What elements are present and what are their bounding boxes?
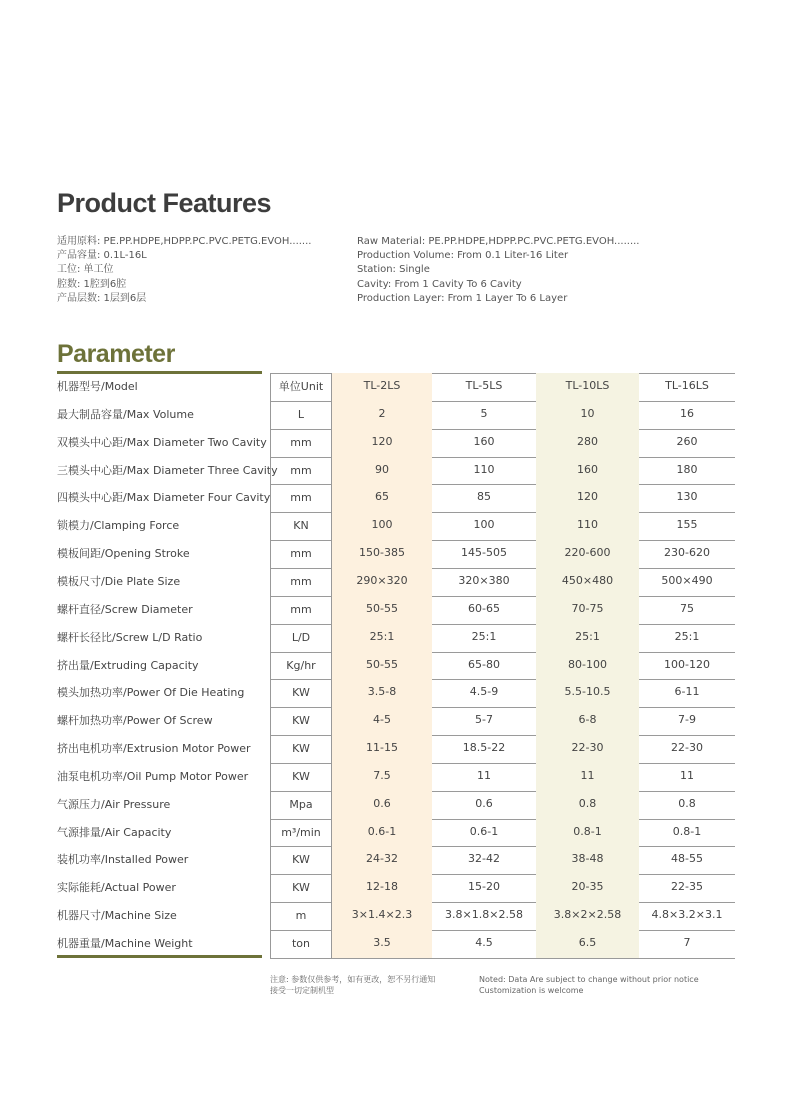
unit-cell: m — [270, 902, 332, 930]
value-cell: 0.6 — [332, 791, 432, 819]
value-cell: 25:1 — [332, 624, 432, 652]
features-chinese — [57, 235, 311, 306]
value-cell: 20-35 — [536, 874, 639, 902]
value-cell: 320×380 — [458, 573, 510, 587]
value-cell: 2 — [332, 401, 432, 429]
unit-cell: Mpa — [270, 791, 332, 819]
value-cell: 110 — [536, 512, 639, 540]
note-english — [479, 974, 699, 996]
value-cell: 100-120 — [664, 657, 710, 671]
features-english — [357, 235, 639, 306]
value-cell: 0.8 — [536, 791, 639, 819]
value-cell: 155 — [676, 518, 698, 532]
table-rule — [270, 958, 735, 959]
unit-cell: 单位Unit — [270, 373, 332, 401]
value-cell: 7 — [683, 936, 691, 949]
value-cell: 80-100 — [536, 652, 639, 680]
unit-cell: KW — [270, 874, 332, 902]
value-cell: 22-30 — [671, 741, 703, 755]
row-label: 双模头中心距/Max Diameter Two Cavity — [57, 435, 267, 449]
value-cell: 120 — [536, 484, 639, 512]
value-cell: 11-15 — [332, 735, 432, 763]
row-label: 油泵电机功率/Oil Pump Motor Power — [57, 769, 249, 783]
value-cell: 6-8 — [536, 707, 639, 735]
note-line: Customization is welcome — [479, 986, 584, 995]
feature-line: Station: Single — [357, 264, 430, 276]
feature-line: 腔数: 1腔到6腔 — [57, 278, 127, 290]
value-cell: 180 — [676, 462, 698, 476]
note-line: Noted: Data Are subject to change without prior notice — [479, 975, 699, 984]
unit-cell: mm — [270, 540, 332, 568]
table-row — [57, 596, 735, 624]
unit-cell: m³/min — [270, 819, 332, 847]
value-cell: 5 — [480, 406, 488, 420]
value-cell: 25:1 — [674, 629, 700, 643]
value-cell: 5.5-10.5 — [536, 679, 639, 707]
value-cell: 90 — [332, 457, 432, 485]
value-cell: 25:1 — [536, 624, 639, 652]
unit-cell: L — [270, 401, 332, 429]
value-cell: 260 — [676, 434, 698, 448]
unit-cell: KW — [270, 763, 332, 791]
value-cell: 25:1 — [471, 629, 497, 643]
value-cell: 5-7 — [475, 713, 493, 727]
value-cell: 100 — [473, 518, 495, 532]
row-label: 挤出量/Extruding Capacity — [57, 658, 199, 672]
value-cell: 3.5-8 — [332, 679, 432, 707]
value-cell: 0.8-1 — [536, 819, 639, 847]
value-cell: 24-32 — [332, 846, 432, 874]
value-cell: TL-5LS — [465, 379, 503, 392]
value-cell: 50-55 — [332, 596, 432, 624]
value-cell: 70-75 — [536, 596, 639, 624]
table-row — [57, 846, 735, 874]
value-cell: 32-42 — [468, 852, 500, 866]
table-row — [57, 429, 735, 457]
value-cell: 160 — [473, 434, 495, 448]
value-cell: 220-600 — [536, 540, 639, 568]
value-cell: 38-48 — [536, 846, 639, 874]
parameter-title: Parameter — [57, 340, 175, 368]
value-cell: 18.5-22 — [462, 741, 506, 755]
row-label: 三模头中心距/Max Diameter Three Cavity — [57, 463, 278, 477]
table-row — [57, 791, 735, 819]
value-cell: 0.8-1 — [672, 824, 702, 838]
value-cell: 10 — [536, 401, 639, 429]
value-cell: 60-65 — [468, 601, 500, 615]
feature-line: 产品层数: 1层到6层 — [57, 292, 147, 304]
feature-line: Production Volume: From 0.1 Liter-16 Liter — [357, 250, 569, 262]
value-cell: 6.5 — [536, 930, 639, 958]
value-cell: 11 — [536, 763, 639, 791]
value-cell: 230-620 — [664, 546, 710, 560]
value-cell: 3.8×1.8×2.58 — [445, 908, 523, 922]
value-cell: 75 — [680, 601, 694, 615]
value-cell: 290×320 — [332, 568, 432, 596]
value-cell: 0.8 — [678, 796, 696, 810]
table-row — [57, 568, 735, 596]
value-cell: 12-18 — [332, 874, 432, 902]
unit-cell: L/D — [270, 624, 332, 652]
value-cell: TL-2LS — [332, 373, 432, 401]
value-cell: 0.6-1 — [469, 824, 499, 838]
table-row — [57, 652, 735, 680]
unit-cell: KW — [270, 707, 332, 735]
value-cell: 3.5 — [332, 930, 432, 958]
value-cell: 7-9 — [678, 713, 696, 727]
row-label: 螺杆直径/Screw Diameter — [57, 602, 193, 616]
unit-cell: KW — [270, 735, 332, 763]
table-row — [57, 679, 735, 707]
value-cell: 65-80 — [468, 657, 500, 671]
row-label: 机器型号/Model — [57, 380, 138, 393]
value-cell: 4.5-9 — [469, 685, 499, 699]
table-row — [57, 819, 735, 847]
feature-line: 工位: 单工位 — [57, 264, 114, 276]
value-cell: 48-55 — [671, 852, 703, 866]
table-header-row — [57, 373, 735, 401]
value-cell: 85 — [477, 490, 491, 504]
table-row — [57, 484, 735, 512]
row-label: 气源排量/Air Capacity — [57, 825, 172, 839]
table-row — [57, 624, 735, 652]
table-row — [57, 930, 735, 958]
value-cell: 0.6-1 — [332, 819, 432, 847]
row-label: 气源压力/Air Pressure — [57, 797, 171, 811]
unit-cell: mm — [270, 596, 332, 624]
note-line: 注意: 参数仅供参考，如有更改，恕不另行通知 — [270, 975, 436, 984]
value-cell: 15-20 — [468, 880, 500, 894]
value-cell: 50-55 — [332, 652, 432, 680]
value-cell: 4-5 — [332, 707, 432, 735]
value-cell: 0.6 — [475, 796, 493, 810]
row-label: 实际能耗/Actual Power — [57, 881, 176, 895]
value-cell: 22-35 — [671, 880, 703, 894]
row-label: 模板尺寸/Die Plate Size — [57, 574, 181, 588]
value-cell: 500×490 — [661, 573, 713, 587]
value-cell: 120 — [332, 429, 432, 457]
note-line: 接受一切定制机型 — [270, 986, 334, 995]
value-cell: 450×480 — [536, 568, 639, 596]
value-cell: 4.8×3.2×3.1 — [651, 908, 723, 922]
value-cell: 22-30 — [536, 735, 639, 763]
table-row — [57, 457, 735, 485]
table-row — [57, 401, 735, 429]
table-row — [57, 735, 735, 763]
table-row — [57, 512, 735, 540]
row-label: 装机功率/Installed Power — [57, 853, 189, 867]
unit-cell: KN — [270, 512, 332, 540]
table-row — [57, 707, 735, 735]
row-label: 挤出电机功率/Extrusion Motor Power — [57, 742, 251, 756]
note-chinese — [270, 974, 435, 996]
table-row — [57, 874, 735, 902]
table-row — [57, 763, 735, 791]
unit-cell: mm — [270, 568, 332, 596]
value-cell: 4.5 — [475, 936, 493, 949]
page-title: Product Features — [57, 188, 272, 218]
value-cell: 3×1.4×2.3 — [332, 902, 432, 930]
unit-cell: Kg/hr — [270, 652, 332, 680]
row-label: 模头加热功率/Power Of Die Heating — [57, 686, 245, 700]
row-label: 模板间距/Opening Stroke — [57, 547, 190, 561]
value-cell: 16 — [680, 406, 694, 420]
row-label: 螺杆长径比/Screw L/D Ratio — [57, 630, 203, 644]
unit-cell: KW — [270, 679, 332, 707]
unit-cell: ton — [270, 930, 332, 958]
value-cell: 3.8×2×2.58 — [536, 902, 639, 930]
value-cell: 280 — [536, 429, 639, 457]
value-cell: 11 — [680, 768, 694, 782]
value-cell: TL-16LS — [665, 379, 709, 392]
feature-line: Raw Material: PE.PP.HDPE,HDPP.PC.PVC.PETG.EVOH........ — [357, 236, 640, 247]
value-cell: TL-10LS — [536, 373, 639, 401]
table-row — [57, 540, 735, 568]
value-cell: 6-11 — [674, 685, 700, 699]
value-cell: 145-505 — [461, 546, 507, 560]
value-cell: 110 — [473, 462, 495, 476]
row-label: 锁模力/Clamping Force — [57, 519, 180, 533]
feature-line: Cavity: From 1 Cavity To 6 Cavity — [357, 278, 522, 290]
row-label: 最大制品容量/Max Volume — [57, 407, 194, 421]
value-cell: 130 — [676, 490, 698, 504]
feature-line: 适用原料: PE.PP.HDPE,HDPP.PC.PVC.PETG.EVOH....... — [57, 236, 312, 247]
row-label: 螺杆加热功率/Power Of Screw — [57, 714, 213, 728]
feature-line: 产品容量: 0.1L-16L — [57, 250, 147, 262]
row-label: 机器尺寸/Machine Size — [57, 909, 177, 923]
feature-line: Production Layer: From 1 Layer To 6 Layer — [357, 292, 568, 304]
row-label: 机器重量/Machine Weight — [57, 937, 193, 950]
row-label: 四模头中心距/Max Diameter Four Cavity — [57, 491, 271, 505]
unit-cell: KW — [270, 846, 332, 874]
table-bottom-bar — [57, 955, 262, 958]
table-row — [57, 902, 735, 930]
value-cell: 160 — [536, 457, 639, 485]
unit-cell: mm — [270, 429, 332, 457]
value-cell: 7.5 — [332, 763, 432, 791]
unit-cell: mm — [270, 484, 332, 512]
value-cell: 65 — [332, 484, 432, 512]
value-cell: 100 — [332, 512, 432, 540]
value-cell: 150-385 — [332, 540, 432, 568]
unit-cell: mm — [270, 457, 332, 485]
value-cell: 11 — [477, 768, 491, 782]
